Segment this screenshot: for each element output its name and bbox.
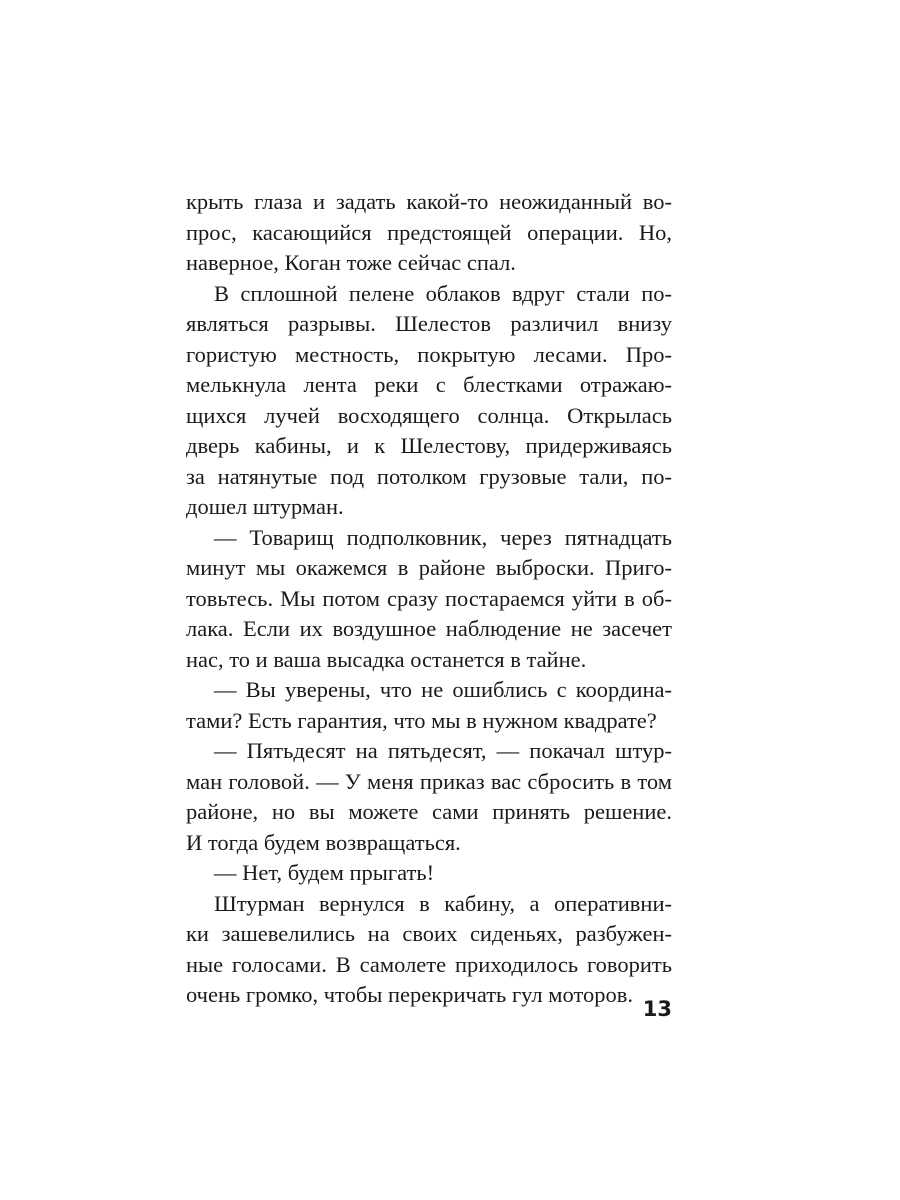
text-line: ки зашевелились на своих сиденьях, разбужен- <box>186 921 672 946</box>
text-line: — Нет, будем прыгать! <box>214 860 435 885</box>
text-line: товьтесь. Мы потом сразу постараемся уйти в об- <box>186 585 672 611</box>
text-line: нас, то и ваша высадка останется в тайне. <box>186 646 587 672</box>
text-line: Штурман вернулся в кабину, а оперативни- <box>214 890 672 916</box>
paragraph <box>186 858 672 889</box>
text-line: крыть глаза и задать какой-то неожиданный во- <box>186 189 672 214</box>
paragraph <box>186 889 672 1011</box>
text-line: районе, но вы можете сами принять решение. <box>186 799 672 824</box>
text-line: за натянутые под потолком грузовые тали, по- <box>186 463 672 489</box>
text-line: В сплошной пелене облаков вдруг стали по- <box>214 280 672 306</box>
text-line: тами? Есть гарантия, что мы в нужном квадрате? <box>186 707 657 733</box>
page-body-text <box>186 187 672 1011</box>
paragraph <box>186 523 672 676</box>
text-line: дверь кабины, и к Шелестову, придерживаясь <box>186 433 672 458</box>
text-line: — Пятьдесят на пятьдесят, — покачал штур- <box>214 738 672 763</box>
text-line: мелькнула лента реки с блестками отражаю- <box>186 372 672 397</box>
text-line: — Товарищ подполковник, через пятнадцать <box>214 524 672 550</box>
text-line: являться разрывы. Шелестов различил внизу <box>186 311 672 336</box>
text-line: минут мы окажемся в районе выброски. Приго- <box>186 555 672 580</box>
text-line: ман головой. — У меня приказ вас сбросить в том <box>186 768 672 794</box>
text-line: ные голосами. В самолете приходилось говорить <box>186 951 672 977</box>
text-line: дошел штурман. <box>186 494 344 519</box>
paragraph <box>186 187 672 279</box>
text-line: — Вы уверены, что не ошиблись с координа- <box>214 677 672 702</box>
text-line: щихся лучей восходящего солнца. Открылась <box>186 402 672 428</box>
paragraph <box>186 736 672 858</box>
text-line: лака. Если их воздушное наблюдение не засечет <box>186 616 672 641</box>
text-line: очень громко, чтобы перекричать гул моторов. <box>186 982 634 1007</box>
paragraph <box>186 279 672 523</box>
text-line: прос, касающийся предстоящей операции. Но, <box>186 219 672 245</box>
paragraph <box>186 675 672 736</box>
page-number: 13 <box>642 997 672 1021</box>
text-line: гористую местность, покрытую лесами. Про- <box>186 341 672 367</box>
text-line: И тогда будем возвращаться. <box>186 829 461 855</box>
text-line: наверное, Коган тоже сейчас спал. <box>186 250 516 275</box>
